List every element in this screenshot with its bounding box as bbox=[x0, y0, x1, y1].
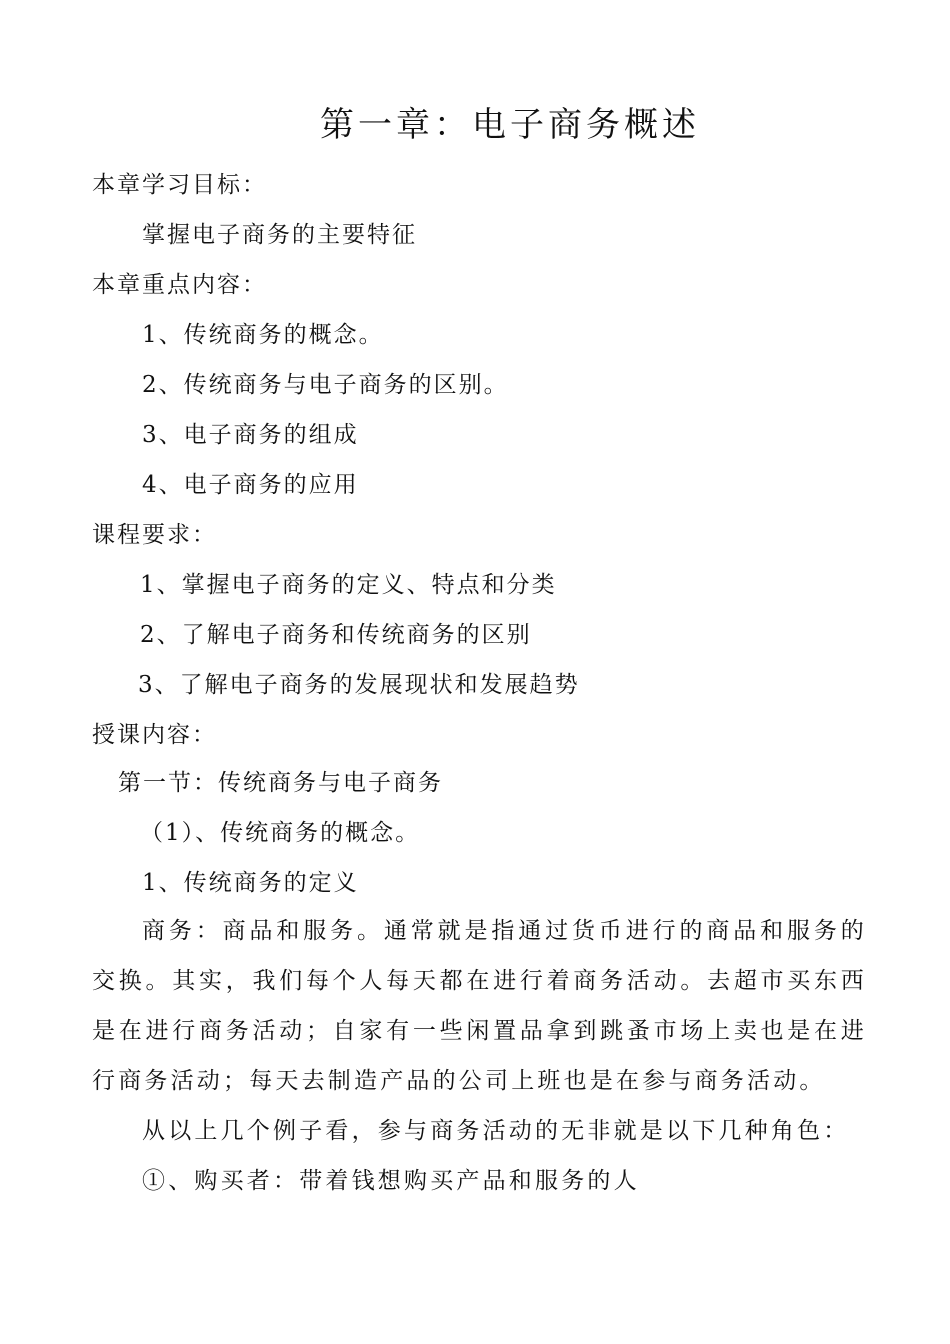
course-requirement-item: 1、掌握电子商务的定义、特点和分类 bbox=[140, 572, 557, 598]
section-heading: 第一节：传统商务与电子商务 bbox=[118, 770, 443, 796]
course-requirement-item: 2、了解电子商务和传统商务的区别 bbox=[140, 622, 532, 648]
key-content-item: 2、传统商务与电子商务的区别。 bbox=[142, 372, 509, 398]
teaching-content-heading: 授课内容： bbox=[92, 722, 217, 748]
body-paragraph: 商务：商品和服务。通常就是指通过货币进行的商品和服务的交换。其实，我们每个人每天都在进行着商务活动。去超市买东西是在进行商务活动；自家有一些闲置品拿到跳蚤市场上卖也是在进行商务活动；每天去制造产品的公司上班也是在参与商务活动。 bbox=[92, 918, 867, 1094]
course-requirements-heading: 课程要求： bbox=[92, 522, 217, 548]
body-paragraph: 从以上几个例子看，参与商务活动的无非就是以下几种角色： bbox=[142, 1118, 850, 1144]
key-content-item: 4、电子商务的应用 bbox=[142, 472, 359, 498]
chapter-title: 第一章：电子商务概述 bbox=[320, 105, 700, 145]
point-heading: 1、传统商务的定义 bbox=[142, 870, 359, 896]
role-item: ①、购买者：带着钱想购买产品和服务的人 bbox=[142, 1168, 640, 1194]
course-requirement-item: 3、了解电子商务的发展现状和发展趋势 bbox=[138, 672, 580, 698]
learning-goal-item: 掌握电子商务的主要特征 bbox=[142, 222, 417, 248]
key-content-item: 1、传统商务的概念。 bbox=[142, 322, 384, 348]
key-content-item: 3、电子商务的组成 bbox=[142, 422, 359, 448]
learning-goals-heading: 本章学习目标： bbox=[92, 172, 267, 198]
key-content-heading: 本章重点内容： bbox=[92, 272, 267, 298]
subsection-heading: （1）、传统商务的概念。 bbox=[140, 820, 421, 846]
